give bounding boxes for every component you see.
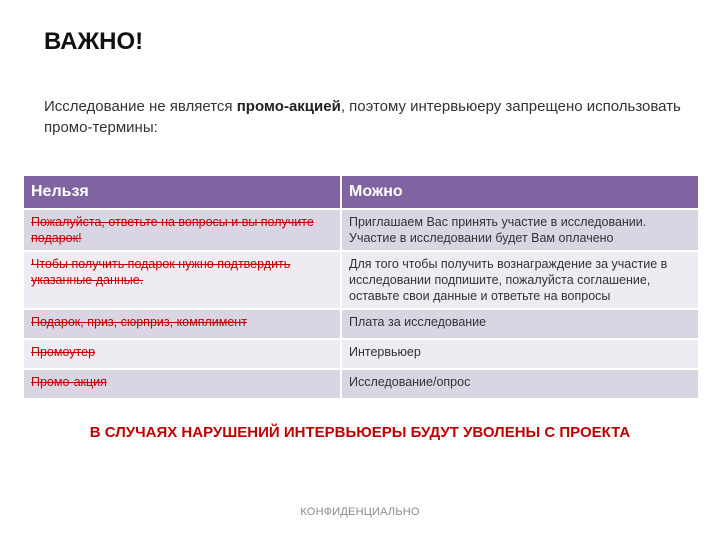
forbidden-text: Чтобы получить подарок нужно подтвердить указанные данные.: [31, 257, 291, 287]
allowed-cell: Исследование/опрос: [342, 370, 698, 400]
allowed-cell: Плата за исследование: [342, 310, 698, 340]
forbidden-cell: [24, 370, 342, 400]
table-row: [24, 210, 698, 252]
forbidden-text: Подарок, приз, сюрприз, комплимент: [31, 315, 247, 329]
terms-table: [24, 176, 698, 400]
intro-text-start: Исследование не является: [44, 98, 237, 115]
forbidden-cell: [24, 252, 342, 310]
table-row: [24, 252, 698, 310]
forbidden-cell: [24, 340, 342, 370]
allowed-cell: Интервьюер: [342, 340, 698, 370]
intro-text-end: , поэтому интервьюеру запрещено использовать промо-термины:: [44, 98, 681, 136]
header-forbidden: Нельзя: [24, 176, 342, 210]
allowed-cell: Для того чтобы получить вознаграждение за участие в исследовании подпишите, пожалуйста соглашение, оставьте свои данные и ответьте на вопросы: [342, 252, 698, 310]
confidential-footer: КОНФИДЕНЦИАЛЬНО: [300, 506, 420, 518]
forbidden-cell: [24, 310, 342, 340]
intro-emphasis: промо-акцией: [236, 98, 341, 115]
header-allowed: Можно: [342, 176, 698, 210]
table-row: [24, 340, 698, 370]
table-header-row: [24, 176, 698, 210]
forbidden-text: Промо-акция: [31, 375, 107, 389]
forbidden-text: Промоутер: [31, 345, 96, 359]
page-title: ВАЖНО!: [44, 28, 144, 55]
intro-paragraph: [44, 96, 684, 138]
forbidden-cell: [24, 210, 342, 252]
allowed-cell: Приглашаем Вас принять участие в исследовании. Участие в исследовании будет Вам оплачено: [342, 210, 698, 252]
table-row: [24, 310, 698, 340]
forbidden-text: Пожалуйста, ответьте на вопросы и вы получите подарок!: [31, 215, 314, 245]
table-row: [24, 370, 698, 400]
warning-notice: В СЛУЧАЯХ НАРУШЕНИЙ ИНТЕРВЬЮЕРЫ БУДУТ УВОЛЕНЫ С ПРОЕКТА: [89, 424, 631, 441]
